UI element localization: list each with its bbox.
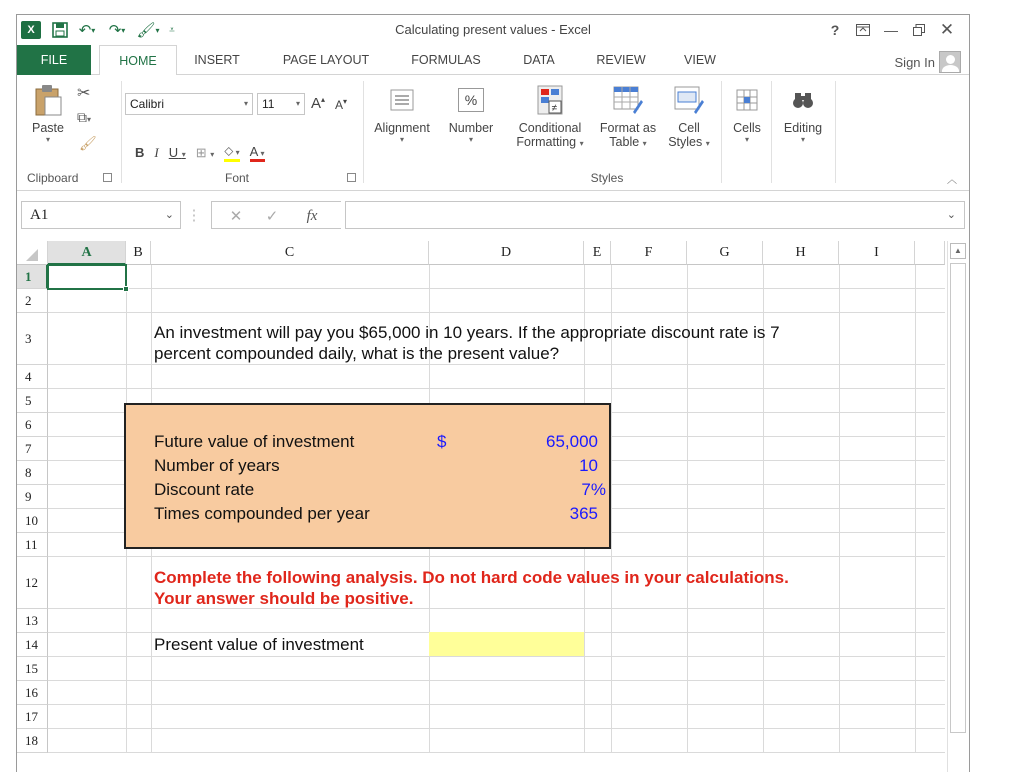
cell-styles-label-1: Cell bbox=[678, 121, 700, 135]
title-bar bbox=[17, 15, 969, 45]
column-header-extra bbox=[915, 241, 945, 265]
font-name-value: Calibri bbox=[130, 97, 165, 111]
close-icon[interactable]: ✕ bbox=[939, 20, 955, 39]
alignment-button[interactable]: Alignment ▾ bbox=[367, 83, 437, 144]
instruction-line-2: Your answer should be positive. bbox=[154, 589, 414, 608]
copy-icon[interactable]: ⧉▾ bbox=[77, 109, 92, 125]
row-header-5[interactable]: 5 bbox=[17, 389, 48, 413]
row-header-10[interactable]: 10 bbox=[17, 509, 48, 533]
row-header-7[interactable]: 7 bbox=[17, 437, 48, 461]
ribbon-display-options-icon[interactable] bbox=[849, 19, 877, 41]
formula-input[interactable] bbox=[345, 201, 965, 229]
help-icon[interactable]: ? bbox=[830, 22, 840, 38]
conditional-formatting-button[interactable]: ≠ Conditional Formatting ▾ bbox=[507, 83, 593, 149]
column-header-g[interactable]: G bbox=[687, 241, 763, 265]
grow-font-label: A bbox=[311, 95, 322, 112]
input-currency-symbol: $ bbox=[437, 432, 447, 451]
row-header-14[interactable]: 14 bbox=[17, 633, 48, 657]
font-color-label: A bbox=[249, 143, 259, 159]
row-header-12[interactable]: 12 bbox=[17, 557, 48, 609]
svg-text:≠: ≠ bbox=[551, 103, 557, 114]
name-box[interactable] bbox=[21, 201, 181, 229]
borders-icon[interactable]: ⊞ ▾ bbox=[195, 144, 215, 160]
grid-line bbox=[48, 752, 945, 753]
answer-label: Present value of investment bbox=[154, 635, 364, 654]
window-controls bbox=[821, 19, 961, 41]
cell-styles-icon bbox=[672, 83, 706, 117]
excel-window bbox=[16, 14, 970, 772]
sign-in-link[interactable]: Sign In bbox=[894, 54, 935, 70]
confirm-entry-icon[interactable]: ✓ bbox=[265, 208, 279, 225]
collapse-ribbon-icon[interactable]: ︿ bbox=[947, 175, 957, 186]
tab-page-layout[interactable]: PAGE LAYOUT bbox=[282, 53, 370, 67]
format-as-table-label-1: Format as bbox=[599, 121, 657, 135]
grid-line bbox=[48, 728, 945, 729]
redo-icon[interactable]: ↷ ▾ bbox=[108, 22, 126, 39]
ribbon-tabs bbox=[17, 45, 969, 75]
ribbon-home bbox=[17, 75, 969, 191]
percent-icon bbox=[454, 83, 488, 117]
tab-insert[interactable]: INSERT bbox=[194, 53, 240, 67]
excel-logo-icon[interactable]: X bbox=[21, 21, 41, 39]
vertical-scrollbar[interactable] bbox=[947, 241, 967, 772]
answer-cell[interactable] bbox=[429, 632, 584, 656]
row-header-1[interactable]: 1 bbox=[17, 265, 48, 289]
italic-button[interactable]: I bbox=[154, 144, 159, 160]
bold-button[interactable]: B bbox=[135, 145, 145, 160]
shrink-font-label: A bbox=[335, 98, 344, 112]
format-painter-icon[interactable]: 🖌 bbox=[79, 135, 97, 151]
format-as-table-button[interactable]: Format as Table ▾ bbox=[595, 83, 661, 149]
group-divider bbox=[121, 81, 122, 183]
input-value-compounding[interactable]: 365 bbox=[569, 504, 598, 523]
input-label-compounding: Times compounded per year bbox=[154, 504, 370, 523]
sign-in-area[interactable] bbox=[895, 51, 961, 73]
row-header-13[interactable]: 13 bbox=[17, 609, 48, 633]
format-as-table-label-2: Table bbox=[609, 135, 640, 149]
formula-bar bbox=[17, 201, 969, 233]
grid-line bbox=[48, 288, 945, 289]
input-label-discount-rate: Discount rate bbox=[154, 480, 255, 499]
conditional-formatting-label-1: Conditional bbox=[518, 121, 582, 135]
restore-icon[interactable] bbox=[905, 19, 933, 41]
name-box-value: A1 bbox=[30, 207, 49, 223]
formula-bar-grip-icon: ⋮ bbox=[186, 207, 202, 224]
grid-line bbox=[48, 656, 945, 657]
paste-dropdown-icon[interactable]: ▾ bbox=[45, 135, 50, 144]
grid-line bbox=[48, 312, 945, 313]
group-divider bbox=[835, 81, 836, 183]
worksheet-grid[interactable] bbox=[17, 241, 969, 772]
font-format-row bbox=[135, 143, 265, 162]
font-launcher-icon[interactable] bbox=[347, 173, 356, 182]
input-label-years: Number of years bbox=[154, 456, 280, 475]
column-header-c[interactable]: C bbox=[151, 241, 429, 265]
alignment-label: Alignment bbox=[374, 121, 430, 135]
font-size-box[interactable]: 11 ▾ bbox=[257, 93, 305, 115]
editing-label: Editing bbox=[783, 121, 823, 135]
expand-formula-bar-icon[interactable]: ⌄ bbox=[946, 209, 956, 221]
column-header-d[interactable]: D bbox=[429, 241, 584, 265]
insert-function-icon[interactable]: fx bbox=[306, 207, 318, 224]
grid-line bbox=[48, 364, 945, 365]
cells-icon bbox=[730, 83, 764, 117]
cells-label: Cells bbox=[733, 121, 761, 135]
format-as-table-icon bbox=[611, 83, 645, 117]
cancel-entry-icon[interactable]: ✕ bbox=[229, 208, 243, 225]
binoculars-icon bbox=[786, 83, 820, 117]
cut-icon[interactable]: ✂ bbox=[77, 85, 91, 102]
font-color-button[interactable]: A ▾ bbox=[250, 144, 265, 162]
grid-line bbox=[48, 704, 945, 705]
font-group-label: Font bbox=[224, 171, 249, 185]
grid-line bbox=[48, 556, 945, 557]
clipboard-launcher-icon[interactable] bbox=[103, 173, 112, 182]
fill-color-icon[interactable]: ⬦ ▾ bbox=[224, 143, 239, 162]
row-header-15[interactable]: 15 bbox=[17, 657, 48, 681]
group-divider bbox=[771, 81, 772, 183]
tab-data[interactable]: DATA bbox=[523, 53, 555, 67]
number-label: Number bbox=[448, 121, 494, 135]
tab-home[interactable]: HOME bbox=[99, 45, 177, 76]
input-value-years[interactable]: 10 bbox=[579, 456, 598, 475]
row-header-3[interactable]: 3 bbox=[17, 313, 48, 365]
name-box-dropdown-icon[interactable]: ⌄ bbox=[164, 209, 174, 221]
cell-styles-label-2: Styles bbox=[668, 135, 703, 149]
column-header-i[interactable]: I bbox=[839, 241, 915, 265]
select-all-corner[interactable] bbox=[17, 241, 48, 265]
shrink-font-button[interactable]: A▾ bbox=[335, 97, 348, 112]
font-name-box[interactable]: Calibri ▾ bbox=[125, 93, 253, 115]
question-line-1: An investment will pay you $65,000 in 10 years. If the appropriate discount rate is 7 bbox=[154, 323, 780, 342]
undo-icon[interactable]: ↶ ▾ bbox=[78, 22, 96, 39]
number-format-button[interactable]: % Number ▾ bbox=[441, 83, 501, 144]
tab-formulas[interactable]: FORMULAS bbox=[411, 53, 481, 67]
input-value-discount-rate[interactable]: 7% bbox=[581, 480, 606, 499]
scroll-thumb[interactable] bbox=[950, 263, 966, 733]
tab-review[interactable]: REVIEW bbox=[596, 53, 646, 67]
row-header-17[interactable]: 17 bbox=[17, 705, 48, 729]
styles-group-label: Styles bbox=[590, 171, 624, 185]
column-header-e[interactable]: E bbox=[584, 241, 611, 265]
grid-line bbox=[48, 388, 945, 389]
instruction-line-1: Complete the following analysis. Do not hard code values in your calculations. bbox=[154, 568, 789, 587]
question-line-2: percent compounded daily, what is the present value? bbox=[154, 344, 560, 363]
row-header-9[interactable]: 9 bbox=[17, 485, 48, 509]
percent-symbol: % bbox=[458, 88, 484, 112]
minimize-icon[interactable]: — bbox=[884, 22, 898, 38]
qat-more-icon[interactable]: ⩡ bbox=[169, 24, 175, 36]
underline-button[interactable]: U ▾ bbox=[168, 145, 186, 160]
editing-button[interactable]: Editing ▾ bbox=[775, 83, 831, 144]
row-header-18[interactable]: 18 bbox=[17, 729, 48, 753]
inputs-box bbox=[124, 403, 611, 549]
row-header-2[interactable]: 2 bbox=[17, 289, 48, 313]
scroll-up-icon[interactable]: ▲ bbox=[950, 243, 966, 259]
row-header-4[interactable]: 4 bbox=[17, 365, 48, 389]
tab-view[interactable]: VIEW bbox=[684, 53, 716, 67]
grow-font-button[interactable]: A▴ bbox=[311, 95, 326, 112]
paste-button[interactable] bbox=[23, 83, 73, 144]
font-size-value: 11 bbox=[262, 97, 275, 111]
avatar[interactable] bbox=[939, 51, 961, 73]
column-header-f[interactable]: F bbox=[611, 241, 687, 265]
input-label-future-value: Future value of investment bbox=[154, 432, 355, 451]
column-header-b[interactable]: B bbox=[126, 241, 151, 265]
formula-buttons bbox=[211, 201, 341, 229]
selected-cell-a1[interactable] bbox=[47, 264, 127, 290]
clipboard-group-label: Clipboard bbox=[27, 171, 79, 185]
underline-label: U bbox=[168, 145, 179, 160]
window-title: Calculating present values - Excel bbox=[395, 22, 591, 37]
row-header-6[interactable]: 6 bbox=[17, 413, 48, 437]
fill-handle[interactable] bbox=[123, 286, 129, 292]
conditional-formatting-label-2: Formatting bbox=[516, 135, 577, 149]
group-divider bbox=[721, 81, 722, 183]
column-header-a[interactable]: A bbox=[48, 241, 126, 265]
row-header-8[interactable]: 8 bbox=[17, 461, 48, 485]
input-value-future-value[interactable]: 65,000 bbox=[546, 432, 598, 451]
column-header-h[interactable]: H bbox=[763, 241, 839, 265]
cells-button[interactable]: Cells ▾ bbox=[725, 83, 769, 144]
grid-line bbox=[48, 680, 945, 681]
clipboard-icon bbox=[31, 83, 65, 117]
cell-styles-button[interactable]: Cell Styles ▾ bbox=[661, 83, 717, 149]
alignment-icon bbox=[385, 83, 419, 117]
paste-label: Paste bbox=[32, 121, 64, 135]
row-header-16[interactable]: 16 bbox=[17, 681, 48, 705]
conditional-formatting-icon bbox=[533, 83, 567, 117]
tab-file[interactable]: FILE bbox=[17, 45, 91, 75]
customize-qat-icon[interactable]: 🖌 ▾ bbox=[136, 22, 160, 39]
group-divider bbox=[363, 81, 364, 183]
row-header-11[interactable]: 11 bbox=[17, 533, 48, 557]
